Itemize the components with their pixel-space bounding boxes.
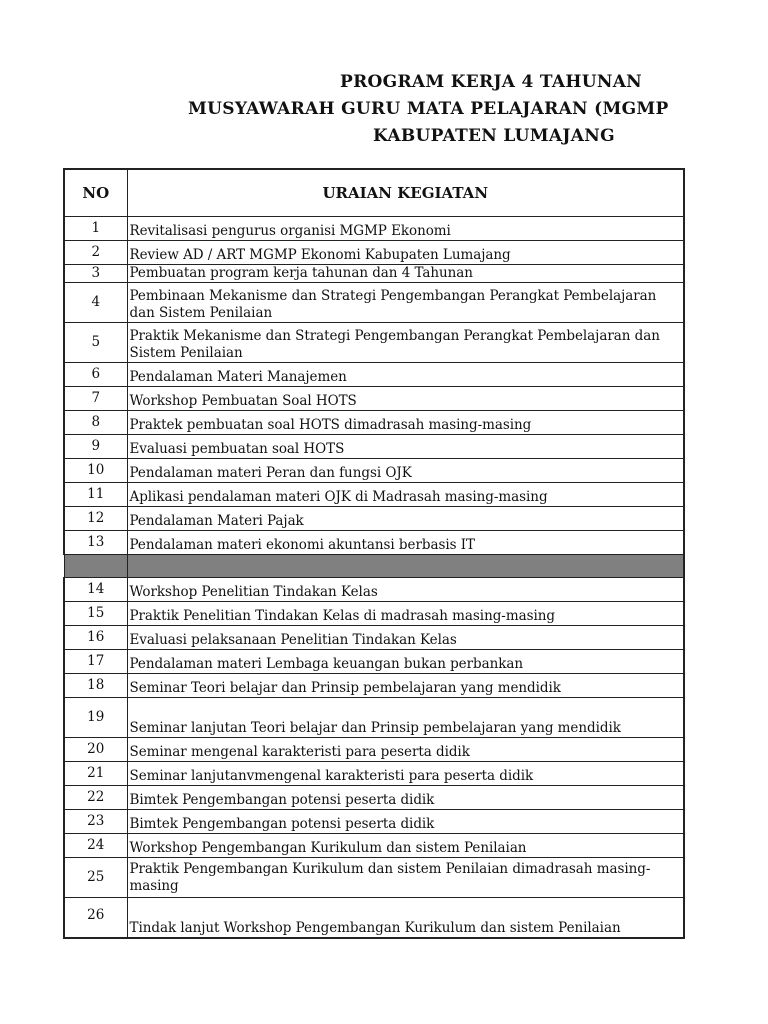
row-description: Pembuatan program kerja tahunan dan 4 Tahunan — [127, 265, 684, 283]
table-row — [64, 323, 684, 363]
table-row — [64, 578, 684, 602]
document-title — [0, 0, 768, 160]
row-number: 5 — [64, 323, 127, 363]
row-description: Praktek pembuatan soal HOTS dimadrasah masing-masing — [127, 411, 684, 435]
table-row — [64, 626, 684, 650]
row-number: 13 — [64, 531, 127, 555]
table-row — [64, 810, 684, 834]
table-row — [64, 283, 684, 323]
table-row — [64, 834, 684, 858]
row-number: 15 — [64, 602, 127, 626]
row-number: 4 — [64, 283, 127, 323]
row-description: Workshop Penelitian Tindakan Kelas — [127, 578, 684, 602]
table-row — [64, 738, 684, 762]
row-number: 6 — [64, 363, 127, 387]
separator-cell-no — [64, 555, 127, 578]
row-description: Seminar lanjutanvmengenal karakteristi para peserta didik — [127, 762, 684, 786]
row-description: Evaluasi pelaksanaan Penelitian Tindakan Kelas — [127, 626, 684, 650]
row-number: 14 — [64, 578, 127, 602]
row-description: Review AD / ART MGMP Ekonomi Kabupaten Lumajang — [127, 241, 684, 265]
table-row — [64, 698, 684, 738]
table-row — [64, 363, 684, 387]
row-number: 7 — [64, 387, 127, 411]
row-description: Aplikasi pendalaman materi OJK di Madrasah masing-masing — [127, 483, 684, 507]
row-number: 19 — [64, 698, 127, 738]
title-line-2: MUSYAWARAH GURU MATA PELAJARAN (MGMP — [188, 99, 669, 119]
row-description: Bimtek Pengembangan potensi peserta didik — [127, 786, 684, 810]
table-row — [64, 507, 684, 531]
row-description: Seminar mengenal karakteristi para peserta didik — [127, 738, 684, 762]
row-description: Pendalaman materi ekonomi akuntansi berbasis IT — [127, 531, 684, 555]
row-number: 22 — [64, 786, 127, 810]
table-row — [64, 531, 684, 555]
row-description: Praktik Pengembangan Kurikulum dan sistem Penilaian dimadrasah masing-masing — [127, 858, 684, 898]
table-row — [64, 786, 684, 810]
table-row — [64, 459, 684, 483]
row-number: 21 — [64, 762, 127, 786]
row-number: 11 — [64, 483, 127, 507]
row-description: Praktik Penelitian Tindakan Kelas di madrasah masing-masing — [127, 602, 684, 626]
table-row — [64, 217, 684, 241]
table-row — [64, 602, 684, 626]
table-row — [64, 265, 684, 283]
row-description: Pembinaan Mekanisme dan Strategi Pengembangan Perangkat Pembelajaran dan Sistem Penilaian — [127, 283, 684, 323]
table-row — [64, 241, 684, 265]
title-line-3: KABUPATEN LUMAJANG — [373, 126, 615, 146]
table-row — [64, 898, 684, 938]
table-row — [64, 762, 684, 786]
table-row — [64, 674, 684, 698]
row-number: 24 — [64, 834, 127, 858]
row-number: 16 — [64, 626, 127, 650]
header-uraian-kegiatan: URAIAN KEGIATAN — [127, 169, 684, 217]
table-row — [64, 650, 684, 674]
row-number: 23 — [64, 810, 127, 834]
row-description: Pendalaman Materi Manajemen — [127, 363, 684, 387]
row-number: 10 — [64, 459, 127, 483]
row-description: Pendalaman materi Peran dan fungsi OJK — [127, 459, 684, 483]
row-number: 20 — [64, 738, 127, 762]
row-number: 3 — [64, 265, 127, 283]
table-row — [64, 387, 684, 411]
row-description: Praktik Mekanisme dan Strategi Pengembangan Perangkat Pembelajaran dan Sistem Penilaian — [127, 323, 684, 363]
row-number: 26 — [64, 898, 127, 938]
table-row — [64, 483, 684, 507]
row-description: Seminar Teori belajar dan Prinsip pembelajaran yang mendidik — [127, 674, 684, 698]
row-number: 8 — [64, 411, 127, 435]
program-table — [63, 168, 685, 939]
table-header-row — [64, 169, 684, 217]
row-description: Workshop Pengembangan Kurikulum dan sistem Penilaian — [127, 834, 684, 858]
row-description: Bimtek Pengembangan potensi peserta didik — [127, 810, 684, 834]
row-description: Workshop Pembuatan Soal HOTS — [127, 387, 684, 411]
section-separator-row — [64, 555, 684, 578]
row-description: Tindak lanjut Workshop Pengembangan Kurikulum dan sistem Penilaian — [127, 898, 684, 938]
title-line-1: PROGRAM KERJA 4 TAHUNAN — [340, 72, 643, 92]
row-number: 17 — [64, 650, 127, 674]
row-description: Revitalisasi pengurus organisi MGMP Ekonomi — [127, 217, 684, 241]
row-number: 9 — [64, 435, 127, 459]
row-number: 18 — [64, 674, 127, 698]
row-description: Pendalaman Materi Pajak — [127, 507, 684, 531]
table-row — [64, 435, 684, 459]
row-description: Evaluasi pembuatan soal HOTS — [127, 435, 684, 459]
separator-cell-desc — [127, 555, 684, 578]
row-description: Seminar lanjutan Teori belajar dan Prinsip pembelajaran yang mendidik — [127, 698, 684, 738]
table-row — [64, 411, 684, 435]
row-number: 2 — [64, 241, 127, 265]
row-description: Pendalaman materi Lembaga keuangan bukan perbankan — [127, 650, 684, 674]
row-number: 12 — [64, 507, 127, 531]
row-number: 1 — [64, 217, 127, 241]
header-no: NO — [64, 169, 127, 217]
row-number: 25 — [64, 858, 127, 898]
table-row — [64, 858, 684, 898]
